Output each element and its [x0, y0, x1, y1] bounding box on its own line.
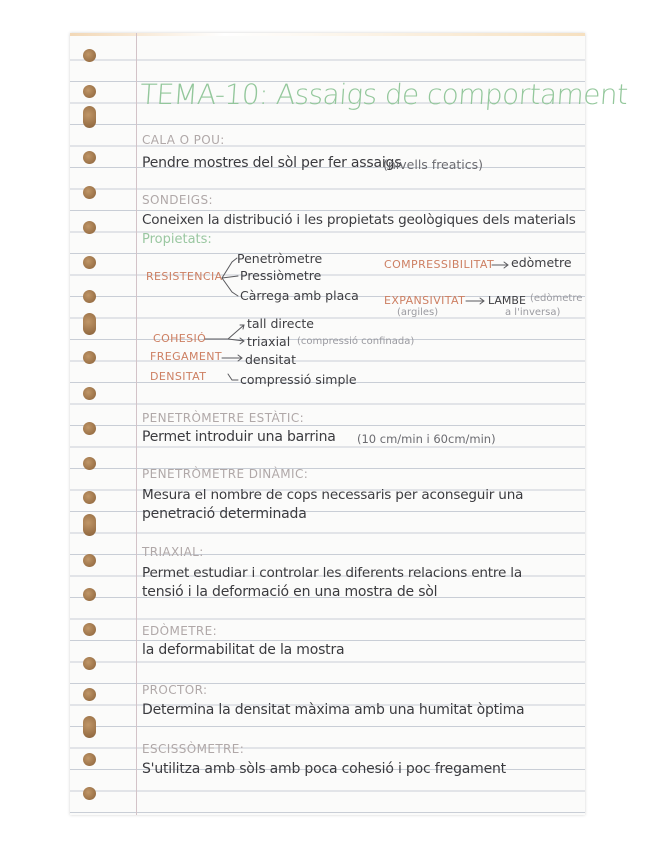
text-penetrometre-dinamic-1: Mesura el nombre de cops necessaris per aconseguir una [142, 487, 524, 503]
text-escissometre: S'utilitza amb sòls amb poca cohesió i poc fregament [142, 761, 506, 777]
heading-edometre: EDÒMETRE: [142, 624, 218, 638]
arrow-to-tall [205, 325, 244, 339]
text-proctor: Determina la densitat màxima amb una humitat òptima [142, 702, 525, 718]
arrow-to-carrega [222, 278, 238, 296]
arrow-to-edometre [492, 262, 508, 268]
item-compressio-simple: compressió simple [240, 372, 357, 387]
item-carrega-placa: Càrrega amb placa [240, 288, 359, 303]
heading-penetrometre-dinamic: PENETRÒMETRE DINÀMIC: [142, 467, 309, 481]
arrow-to-triaxial [228, 338, 244, 344]
label-lambe: LAMBE [488, 294, 526, 307]
text-triaxial-2: tensió i la deformació en una mostra de sòl [142, 584, 438, 600]
item-tall-directe: tall directe [247, 316, 314, 331]
label-densitat: DENSITAT [150, 370, 207, 383]
note-penetrometre-estatic: (10 cm/min i 60cm/min) [357, 432, 496, 446]
item-triaxial: triaxial [247, 334, 291, 349]
text-cala: Pendre mostres del sòl per fer assaigs [142, 155, 402, 171]
page-title: TEMA-10: Assaigs de comportament [138, 78, 629, 111]
arrow-to-densitat [222, 355, 242, 361]
text-edometre: la deformabilitat de la mostra [142, 642, 345, 658]
arrow-to-penetrometre [222, 258, 237, 278]
heading-cala: CALA O POU: [142, 133, 225, 147]
text-triaxial-1: Permet estudiar i controlar les diferents relacions entre la [142, 565, 523, 581]
label-resistencia: RESISTENCIA [146, 270, 223, 283]
note-lambe-1: (edòmetre [530, 293, 583, 304]
label-fregament: FREGAMENT [150, 350, 222, 363]
arrow-to-compressio [228, 374, 238, 380]
item-penetrometre: Penetròmetre [237, 251, 323, 266]
heading-penetrometre-estatic: PENETRÒMETRE ESTÀTIC: [142, 411, 305, 425]
arrow-to-lambe [466, 298, 484, 304]
heading-triaxial: TRIAXIAL: [142, 545, 204, 559]
propietats-label: Propietats: [142, 232, 212, 247]
sub-argiles: (argiles) [397, 307, 439, 318]
heading-escissometre: ESCISSÒMETRE: [142, 742, 245, 756]
text-sondeigs: Coneixen la distribució i les propietats geològiques dels materials [142, 212, 576, 228]
heading-proctor: PROCTOR: [142, 683, 208, 697]
note-triaxial: (compressió confinada) [297, 336, 415, 347]
note-cala: (nivells freatics) [383, 157, 484, 172]
result-edometre: edòmetre [511, 255, 572, 270]
item-densitat: densitat [245, 352, 296, 367]
arrow-to-pressiometre [222, 276, 238, 278]
label-cohesio: COHESIÓ [153, 332, 207, 345]
text-penetrometre-estatic: Permet introduir una barrina [142, 429, 336, 445]
text-penetrometre-dinamic-2: penetració determinada [142, 506, 307, 522]
label-compressibilitat: COMPRESSIBILITAT [384, 258, 495, 271]
item-pressiometre: Pressiòmetre [240, 268, 322, 283]
heading-sondeigs: SONDEIGS: [142, 193, 213, 207]
label-expansivitat: EXPANSIVITAT [384, 294, 466, 307]
note-lambe-2: a l'inversa) [505, 307, 561, 318]
